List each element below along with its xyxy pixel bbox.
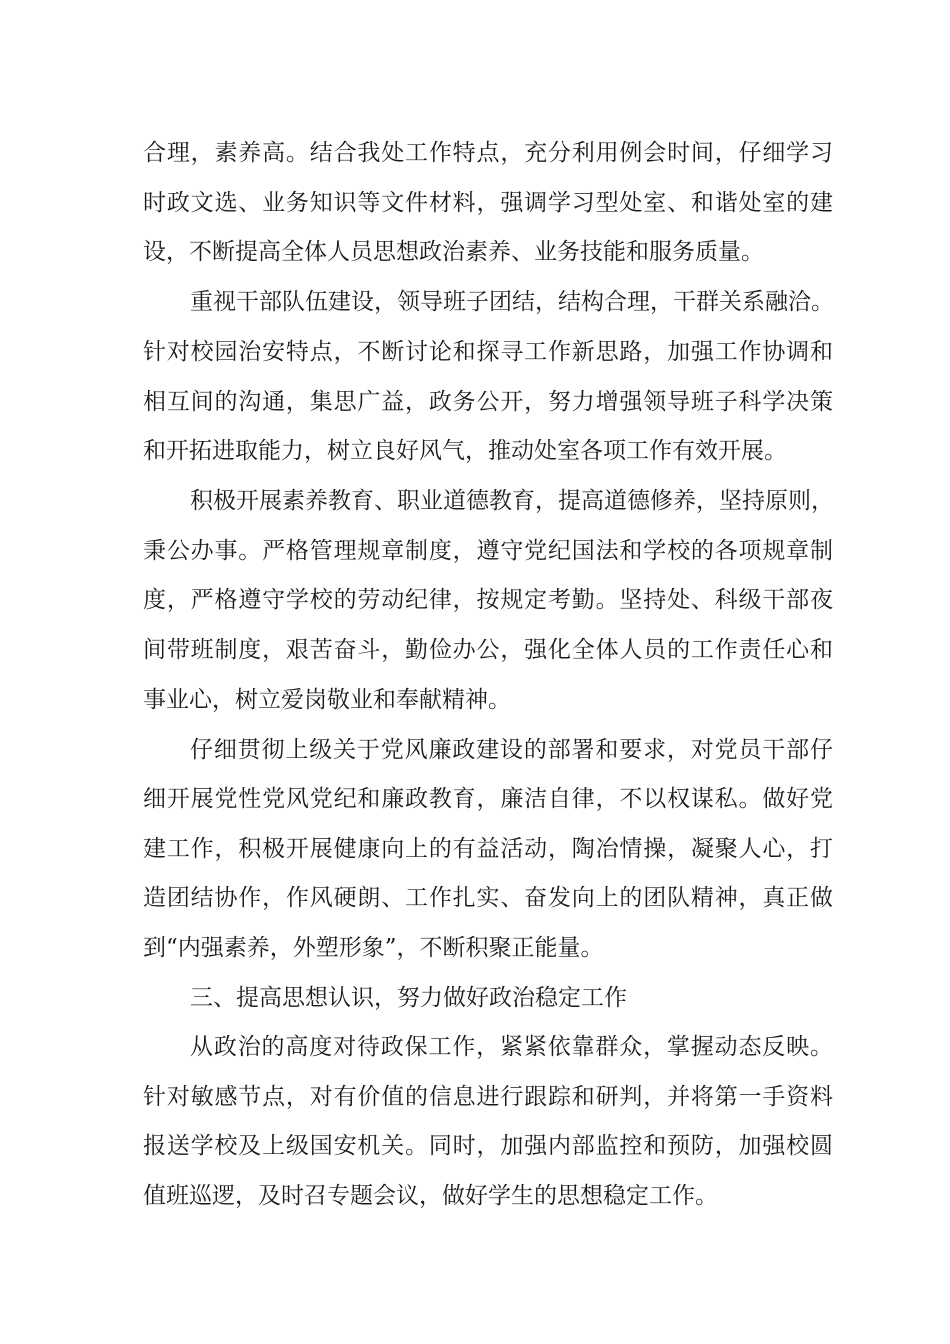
paragraph-line: 造团结协作，作风硬朗、工作扎实、奋发向上的团队精神，真正做 xyxy=(143,885,833,911)
paragraph-line: 相互间的沟通，集思广益，政务公开，努力增强领导班子科学决策 xyxy=(143,389,833,415)
paragraph-line: 值班巡逻，及时召专题会议，做好学生的思想稳定工作。 xyxy=(143,1183,718,1209)
paragraph-line: 设，不断提高全体人员思想政治素养、业务技能和服务质量。 xyxy=(143,239,764,265)
paragraph-line: 事业心，树立爱岗敬业和奉献精神。 xyxy=(143,687,511,713)
paragraph-line: 度，严格遵守学校的劳动纪律，按规定考勤。坚持处、科级干部夜 xyxy=(143,587,833,613)
paragraph-line: 报送学校及上级国安机关。同时，加强内部监控和预防，加强校圆 xyxy=(143,1133,833,1159)
paragraph-line: 建工作，积极开展健康向上的有益活动，陶冶情操，凝聚人心，打 xyxy=(143,836,833,862)
paragraph-line: 合理，素养高。结合我处工作特点，充分利用例会时间，仔细学习 xyxy=(143,140,833,166)
paragraph-line: 时政文选、业务知识等文件材料，强调学习型处室、和谐处室的建 xyxy=(143,190,833,216)
paragraph-first-line: 积极开展素养教育、职业道德教育，提高道德修养，坚持原则， xyxy=(190,488,834,514)
paragraph-first-line: 仔细贯彻上级关于党风廉政建设的部署和要求，对党员干部仔 xyxy=(190,737,833,763)
paragraph-line: 针对敏感节点，对有价值的信息进行跟踪和研判，并将第一手资料 xyxy=(143,1084,833,1110)
paragraph-line: 细开展党性党风党纪和廉政教育，廉洁自律，不以权谋私。做好党 xyxy=(143,786,833,812)
paragraph-first-line: 重视干部队伍建设，领导班子团结，结构合理，干群关系融洽。 xyxy=(190,289,834,315)
paragraph-first-line: 从政治的高度对待政保工作，紧紧依靠群众，掌握动态反映。 xyxy=(190,1034,833,1060)
paragraph-line: 和开拓进取能力，树立良好风气，推动处室各项工作有效开展。 xyxy=(143,438,787,464)
paragraph-line: 到“内强素养，外塑形象”，不断积聚正能量。 xyxy=(143,935,604,961)
paragraph-line: 间带班制度，艰苦奋斗，勤俭办公，强化全体人员的工作责任心和 xyxy=(143,637,833,663)
section-heading: 三、提高思想认识，努力做好政治稳定工作 xyxy=(190,985,627,1011)
paragraph-line: 针对校园治安特点，不断讨论和探寻工作新思路，加强工作协调和 xyxy=(143,339,833,365)
paragraph-line: 秉公办事。严格管理规章制度，遵守党纪国法和学校的各项规章制 xyxy=(143,538,833,564)
